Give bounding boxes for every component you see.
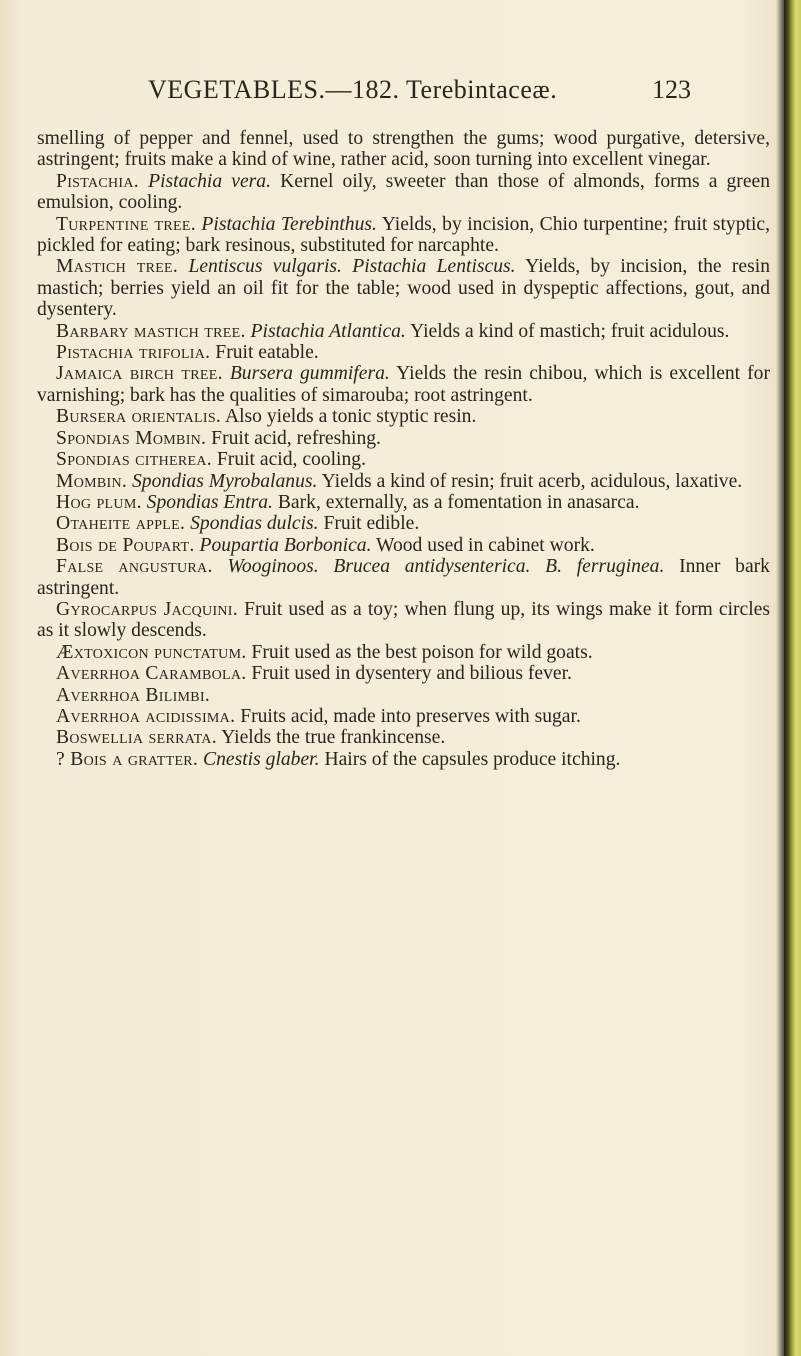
entry-hog-plum — [37, 492, 770, 513]
entry-otaheite-apple — [37, 513, 770, 534]
entry-text: Kernel oily, sweeter than those of almonds, forms a green emulsion, cooling. — [37, 170, 771, 214]
entry-pistachia-trifolia — [37, 342, 770, 363]
entry-name: Pistachia trifolia. — [56, 342, 211, 364]
entry-latin: Spondias dulcis. — [190, 513, 319, 535]
header-title: VEGETABLES.—182. Terebintaceæ. — [148, 75, 558, 104]
entry-text: Fruit edible. — [323, 513, 420, 535]
entry-text: Fruit used in dysentery and bilious fever. — [251, 663, 572, 685]
entry-name: ? Bois a gratter. — [56, 748, 199, 770]
entry-name: Æxtoxicon punctatum. — [56, 641, 247, 663]
entry-spondias-citherea — [37, 449, 770, 470]
entry-latin: Spondias Myrobalanus. — [132, 470, 318, 492]
entry-latin: Cnestis glaber. — [203, 748, 320, 770]
entry-barbary-mastich-tree — [37, 321, 770, 342]
entry-turpentine-tree — [37, 214, 770, 257]
entry-false-angustura — [37, 556, 770, 599]
page-content — [37, 128, 770, 770]
entry-averrhoa-bilimbi — [37, 685, 770, 706]
entry-name: Mastich tree. — [56, 256, 179, 278]
entry-name: Bursera orientalis. — [56, 406, 222, 428]
entry-name: Averrhoa Bilimbi. — [56, 684, 211, 706]
entry-name: False angustura. — [56, 556, 213, 578]
entry-text: Fruit eatable. — [215, 342, 319, 364]
entry-latin: Pistachia Atlantica. — [250, 320, 406, 342]
entry-text: Yields a kind of mastich; fruit acidulous. — [410, 320, 730, 342]
entry-mombin — [37, 471, 770, 492]
entry-name: Turpentine tree. — [56, 213, 196, 235]
entry-text: Fruit used as a toy; when flung up, its wings make it form circles as it slowly descends. — [37, 598, 771, 642]
entry-bois-de-poupart — [37, 535, 770, 556]
entry-text: Yields, by incision, the resin mastich; berries yield an oil fit for the table; wood used in dyspeptic affections, gout, and dysentery. — [37, 256, 770, 321]
continuation-paragraph: smelling of pepper and fennel, used to strengthen the gums; wood purgative, detersive, astringent; fruits make a kind of wine, rather acid, soon turning into excellent vinegar. — [37, 128, 770, 171]
entry-text: Hairs of the capsules produce itching. — [324, 748, 621, 770]
entry-text: Yields the true frankincense. — [221, 727, 446, 749]
entry-latin: Lentiscus vulgaris. Pistachia Lentiscus. — [188, 256, 516, 278]
page-number: 123 — [652, 75, 691, 104]
entry-text: Also yields a tonic styptic resin. — [224, 406, 477, 428]
entry-text: Fruit acid, cooling. — [216, 449, 366, 471]
entry-name: Pistachia. — [56, 170, 140, 192]
entry-name: Spondias Mombin. — [56, 427, 207, 449]
entry-text: Fruit used as the best poison for wild goats. — [251, 641, 593, 663]
entry-aextoxicon-punctatum — [37, 642, 770, 663]
entry-latin: Bursera gummifera. — [229, 363, 390, 385]
entry-name: Spondias citherea. — [56, 449, 212, 471]
entry-name: Boswellia serrata. — [56, 727, 217, 749]
entry-text: Yields the resin chibou, which is excellent for varnishing; bark has the qualities of simarouba; root astringent. — [37, 363, 770, 406]
entry-text: Fruits acid, made into preserves with sugar. — [240, 705, 581, 727]
entry-name: Barbary mastich tree. — [56, 320, 246, 342]
entry-name: Averrhoa Carambola. — [56, 663, 247, 685]
entry-name: Mombin. — [56, 470, 128, 492]
entry-bois-a-gratter — [37, 749, 770, 770]
entry-latin: Spondias Entra. — [146, 491, 273, 513]
entry-name: Hog plum. — [56, 491, 142, 513]
entry-text: Bark, externally, as a fomentation in anasarca. — [277, 491, 640, 513]
entry-name: Jamaica birch tree. — [56, 363, 223, 385]
entry-text: Yields, by incision, Chio turpentine; fruit styptic, pickled for eating; bark resinous, substituted for narcaphte. — [37, 213, 770, 257]
entry-name: Gyrocarpus Jacquini. — [56, 598, 238, 620]
entry-text: Yields a kind of resin; fruit acerb, acidulous, laxative. — [321, 470, 743, 492]
entry-bursera-orientalis — [37, 406, 770, 427]
entry-name: Averrhoa acidissima. — [56, 705, 236, 727]
entry-latin: Wooginoos. Brucea antidysenterica. B. ferruginea. — [227, 556, 665, 578]
entry-gyrocarpus-jacquini — [37, 599, 770, 642]
entry-text: Inner bark astringent. — [37, 556, 770, 599]
entry-name: Otaheite apple. — [56, 513, 186, 535]
entry-boswellia-serrata — [37, 727, 770, 748]
entry-pistachia — [37, 171, 770, 214]
running-header — [0, 75, 801, 115]
entry-latin: Pistachia vera. — [148, 170, 271, 192]
entry-jamaica-birch-tree — [37, 363, 770, 406]
entry-text: Wood used in cabinet work. — [376, 534, 595, 556]
entry-text: Fruit acid, refreshing. — [211, 427, 381, 449]
page-edge-shadow — [784, 0, 801, 1356]
entry-averrhoa-acidissima — [37, 706, 770, 727]
entry-averrhoa-carambola — [37, 663, 770, 684]
entry-mastich-tree — [37, 256, 770, 320]
entry-name: Bois de Poupart. — [56, 534, 195, 556]
entry-latin: Poupartia Borbonica. — [199, 534, 372, 556]
entry-latin: Pistachia Terebinthus. — [201, 213, 377, 235]
entry-spondias-mombin — [37, 428, 770, 449]
